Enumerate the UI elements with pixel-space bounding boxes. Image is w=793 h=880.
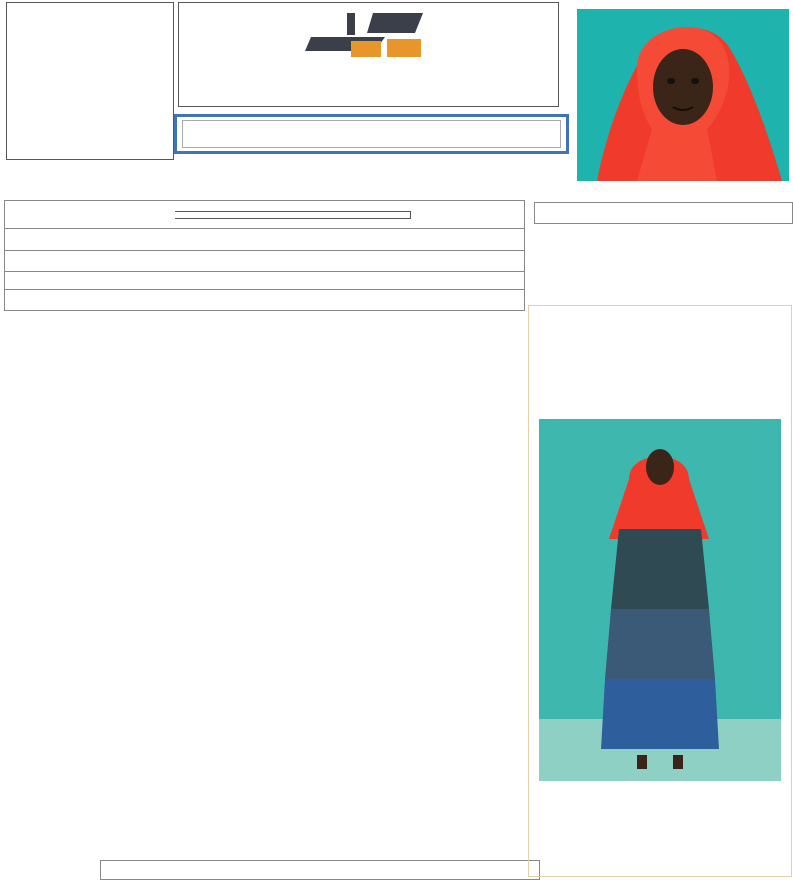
section-header-row (5, 251, 525, 272)
logo-mark-icon (305, 11, 425, 59)
table-row (5, 201, 525, 229)
section-details-header (5, 229, 525, 251)
passport-title (535, 203, 793, 224)
full-name-cell (175, 201, 525, 229)
company-name-banner-text (182, 120, 561, 148)
table-row (535, 203, 793, 224)
applicant-headshot-photo (577, 9, 789, 181)
section-header-row (5, 290, 525, 311)
company-logo (178, 2, 559, 107)
company-name-banner (174, 114, 569, 154)
applicant-full-photo (539, 419, 781, 781)
section-header-row (5, 229, 525, 251)
full-name-label (5, 201, 176, 229)
passport-details-table (534, 202, 793, 224)
full-name-value (175, 211, 411, 219)
application-details-table (4, 200, 525, 311)
company-phone-header (100, 860, 540, 880)
section-skills-header (5, 290, 525, 311)
section-work-header (5, 272, 525, 290)
section-header-row (5, 272, 525, 290)
blank-photo-box (6, 2, 174, 160)
section-languages-header (5, 251, 525, 272)
